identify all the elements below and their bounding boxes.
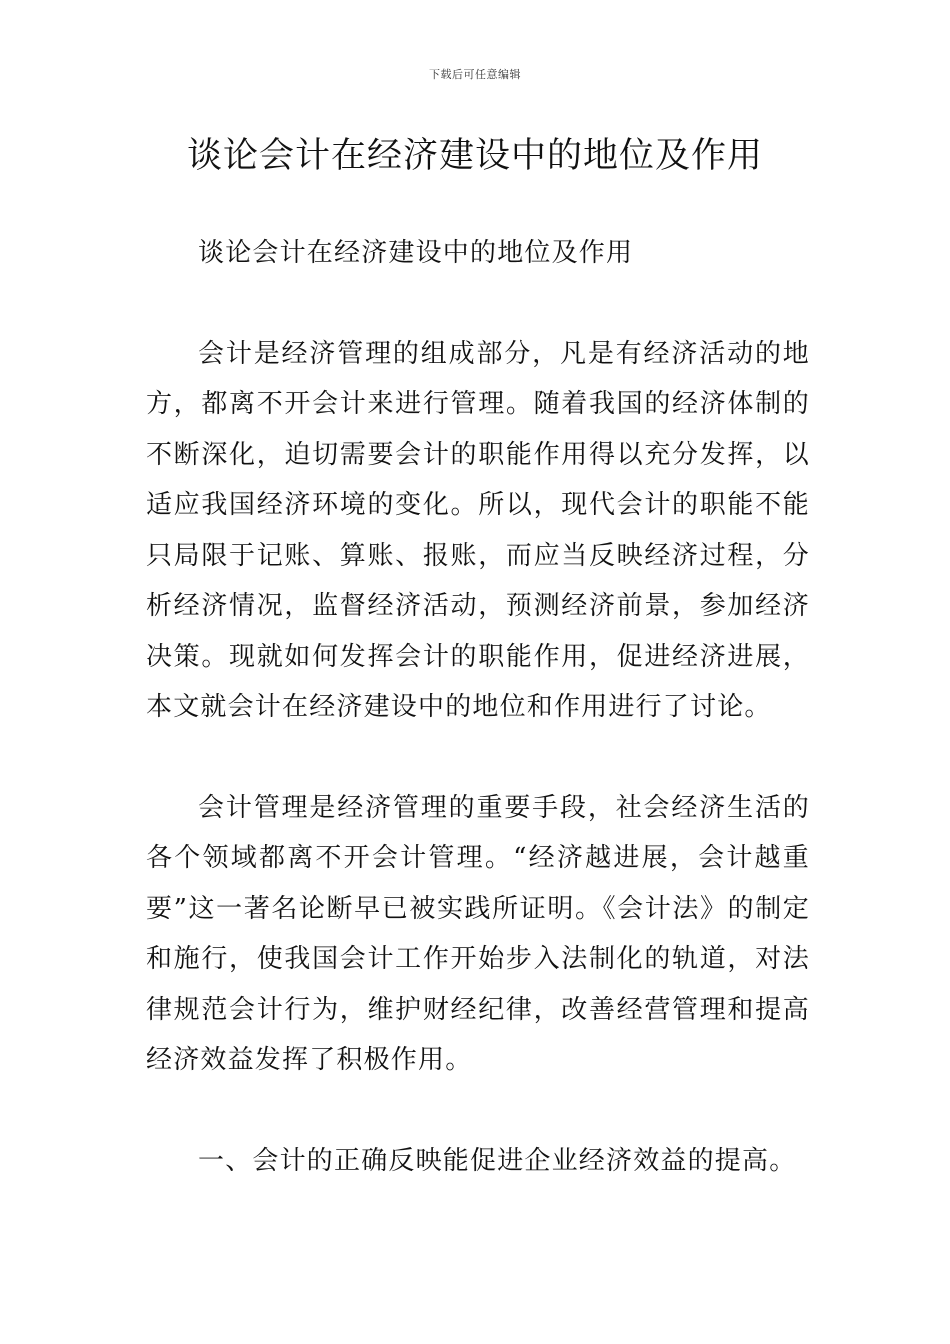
document-title: 谈论会计在经济建设中的地位及作用 [186, 136, 763, 176]
paragraph-gap [146, 279, 810, 329]
body-paragraph-1: 会计是经济管理的组成部分，凡是有经济活动的地方，都离不开会计来进行管理。随着我国的经济体制的不断深化，迫切需要会计的职能作用得以充分发挥，以适应我国经济环境的变化。所以，现代会计的职能不能只局限于记账、算账、报账，而应当反映经济过程，分析经济情况，监督经济活动，预测经济前景，参加经济决策。现就如何发挥会计的职能作用，促进经济进展，本文就会计在经济建设中的地位和作用进行了讨论。 [146, 338, 810, 722]
document-body [146, 228, 810, 1186]
header-note: 下载后可任意编辑 [429, 68, 521, 81]
body-paragraph-2: 会计管理是经济管理的重要手段，社会经济生活的各个领域都离不开会计管理。“经济越进展，会计越重要”这一著名论断早已被实践所证明。《会计法》的制定和施行，使我国会计工作开始步入法制化的轨道，对法律规范会计行为，维护财经纪律，改善经营管理和提高经济效益发挥了积极作用。 [146, 792, 810, 1075]
paragraph-gap [146, 1086, 810, 1136]
subtitle-paragraph: 谈论会计在经济建设中的地位及作用 [198, 238, 634, 268]
paragraph-gap [146, 733, 810, 783]
section-heading-1: 一、会计的正确反映能促进企业经济效益的提高。 [198, 1145, 797, 1176]
